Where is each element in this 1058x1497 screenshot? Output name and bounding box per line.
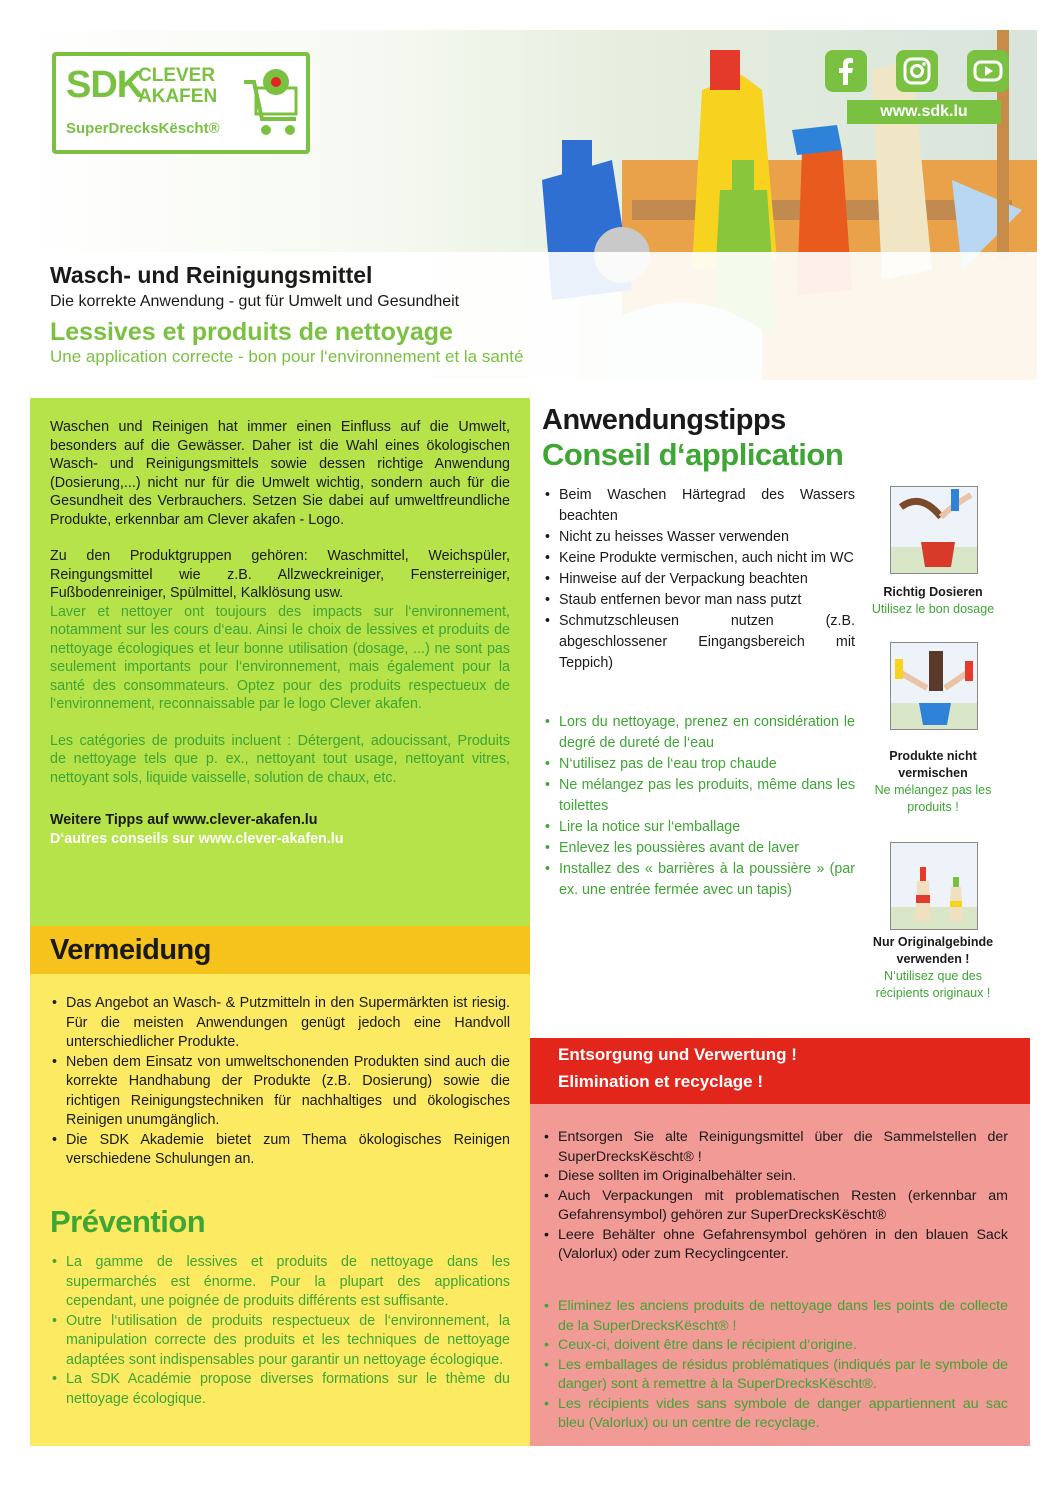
page-subtitle-de: Die korrekte Anwendung - gut für Umwelt und Gesundheit [50,293,460,310]
no-mixing-illustration [890,642,978,730]
entsorgung-title-fr: Elimination et recyclage ! [558,1072,764,1091]
no-mixing-caption-de: Produkte nicht vermischen [889,749,977,780]
tips-list-de [543,485,855,674]
entsorgung-list-fr [542,1297,1008,1434]
dosing-caption-fr: Utilisez le bon dosage [871,602,995,616]
entsorgung-item-fr: • Les emballages de résidus problématiques (indiqués par le symbole de danger) sont à remettre à la SuperDrecksKëscht®. [542,1356,1008,1395]
original-containers-caption-fr: N‘utilisez que des récipients originaux ! [875,969,991,1000]
vermeidung-item: • Das Angebot an Wasch- & Putzmitteln in den Supermärkten ist riesig. Für die meisten Anwendungen genügt jedoch eine Handvoll unterschiedlicher Produkte. [50,994,510,1053]
original-containers-caption [858,934,1008,1002]
no-mixing-caption [858,748,1008,816]
entsorgung-item-fr: • Ceux-ci, doivent être dans le récipient d‘origine. [542,1336,1008,1356]
dosing-illustration [890,486,978,574]
intro-panel [30,398,530,926]
dosing-caption-de: Richtig Dosieren [883,585,983,599]
tip-item-de: • Nicht zu heisses Wasser verwenden [543,527,855,548]
prevention-title: Prévention [50,1204,206,1239]
logo-sdk-text: SDK [66,64,144,106]
prevention-item: • La gamme de lessives et produits de nettoyage dans les supermarchés est énorme. Pour la plupart des applications cependant, une poignée de produits différents est suffisante. [50,1253,510,1312]
tips-list-fr [543,712,855,901]
logo-clever-text: CLEVER [138,65,216,86]
prevention-item: • La SDK Académie propose diverses formations sur le thème du nettoyage écologique. [50,1370,510,1409]
vermeidung-item: • Die SDK Akademie bietet zum Thema ökologisches Reinigen verschiedene Schulungen an. [50,1131,510,1170]
tip-item-de: • Beim Waschen Härtegrad des Wassers beachten [543,485,855,527]
original-containers-illustration [890,842,978,930]
tip-item-de: • Staub entfernen bevor man nass putzt [543,590,855,611]
tip-item-de: • Keine Produkte vermischen, auch nicht im WC [543,548,855,569]
instagram-icon[interactable] [896,50,938,92]
tip-item-fr: • Lire la notice sur l‘emballage [543,817,855,838]
prevention-item: • Outre l‘utilisation de produits respectueux de l‘environnement, la manipulation correcte des produits et les techniques de nettoyage adaptées sont indispensables pour garantir un nettoyage écologique. [50,1312,510,1371]
page-title-de: Wasch- und Reinigungsmittel [50,262,373,288]
entsorgung-item-de: • Leere Behälter ohne Gefahrensymbol gehören in den blauen Sack (Valorlux) oder zum Recyclingcenter. [542,1226,1008,1265]
entsorgung-item-fr: • Eliminez les anciens produits de nettoyage dans les points de collecte de la SuperDrecksKëscht® ! [542,1297,1008,1336]
tip-item-fr: • N‘utilisez pas de l‘eau trop chaude [543,754,855,775]
no-mixing-caption-fr: Ne mélangez pas les produits ! [874,783,992,814]
tips-subtitle: Conseil d‘application [542,437,844,472]
vermeidung-item: • Neben dem Einsatz von umweltschonenden Produkten sind auch die korrekte Handhabung der Produkte (z.B. Dosierung) sowie die richtigen Reinigungstechniken für nachhaltiges und ökologisches Reinigen unumgänglich. [50,1053,510,1131]
entsorgung-list-de [542,1128,1008,1265]
youtube-icon[interactable] [967,50,1009,92]
entsorgung-item-de: • Entsorgen Sie alte Reinigungsmittel über die Sammelstellen der SuperDrecksKëscht® ! [542,1128,1008,1167]
dosing-caption [858,584,1008,618]
entsorgung-item-de: • Auch Verpackungen mit problematischen Resten (erkennbar am Gefahrensymbol) gehören zur SuperDrecksKëscht® [542,1187,1008,1226]
vermeidung-title: Vermeidung [50,934,211,966]
more-tips-link-fr[interactable]: D‘autres conseils sur www.clever-akafen.lu [50,830,344,847]
intro-product-groups-fr: Les catégories de produits incluent : Détergent, adoucissant, Produits de nettoyage tels que p. ex., nettoyant tout usage, nettoyant vitres, nettoyant sols, liquide vaisselle, solution de chaux, etc. [50,732,510,786]
intro-product-groups-de: Zu den Produktgruppen gehören: Waschmittel, Weichspüler, Reingungsmittel wie z.B. Allzweckreiniger, Fensterreiniger, Fußbodenreiniger, Spülmittel, Kalklösung usw. [50,548,510,601]
tip-item-fr: • Enlevez les poussières avant de laver [543,838,855,859]
tip-item-de: • Hinweise auf der Verpackung beachten [543,569,855,590]
logo-subtitle: SuperDrecksKëscht® [66,120,220,137]
original-containers-caption-de: Nur Originalgebinde verwenden ! [872,935,994,966]
tips-title: Anwendungstipps [542,404,786,436]
intro-paragraph-de: Waschen und Reinigen hat immer einen Einfluss auf die Umwelt, besonders auf die Gewässer. Daher ist die Wahl eines ökologischen Wasch- und Reinigungsmittels sowie dessen richtige Anwendung (Dosierung,...) nicht nur für die Umwelt wichtig, sondern auch für die Gesundheit des Verbrauchers. Setzen Sie dabei auf umweltfreundliche Produkte, erkennbar am Clever akafen - Logo. [50,419,510,528]
tip-item-fr: • Ne mélangez pas les produits, même dans les toilettes [543,775,855,817]
page-subtitle-fr: Une application correcte - bon pour l‘environnement et la santé [50,347,524,366]
intro-paragraph-fr: Laver et nettoyer ont toujours des impacts sur l‘environnement, notamment sur les cours d‘eau. Ainsi le choix de lessives et produits de nettoyage écologiques et leur bonne utilisation (dosage, ...) ne sont pas seulement importants pour l‘environnement, mais également pour la santé des consommateurs. Optez pour des produits respectueux de l‘environnement, reconnaissable par le logo Clever akafen. [50,603,510,712]
tip-item-de: • Schmutzschleusen nutzen (z.B. abgeschlossener Eingangsbereich mit Teppich) [543,611,855,674]
more-tips-link-de[interactable]: Weitere Tipps auf www.clever-akafen.lu [50,812,318,828]
facebook-icon[interactable] [825,50,867,92]
vermeidung-list [50,994,510,1170]
page-title-fr: Lessives et produits de nettoyage [50,318,453,346]
prevention-list [50,1253,510,1409]
tip-item-fr: • Lors du nettoyage, prenez en considération le degré de dureté de l‘eau [543,712,855,754]
entsorgung-title-de: Entsorgung und Verwertung ! [558,1045,797,1064]
shopping-cart-mascot-icon [242,64,302,144]
tip-item-fr: • Installez des « barrières à la poussière » (par ex. une entrée fermée avec un tapis) [543,859,855,901]
clever-akafen-logo[interactable] [52,52,310,154]
entsorgung-item-fr: • Les récipients vides sans symbole de danger appartiennent au sac bleu (Valorlux) ou un centre de recyclage. [542,1395,1008,1434]
website-link[interactable]: www.sdk.lu [847,100,1001,124]
logo-akafen-text: AKAFEN [138,86,218,107]
entsorgung-item-de: • Diese sollten im Originalbehälter sein. [542,1167,1008,1187]
